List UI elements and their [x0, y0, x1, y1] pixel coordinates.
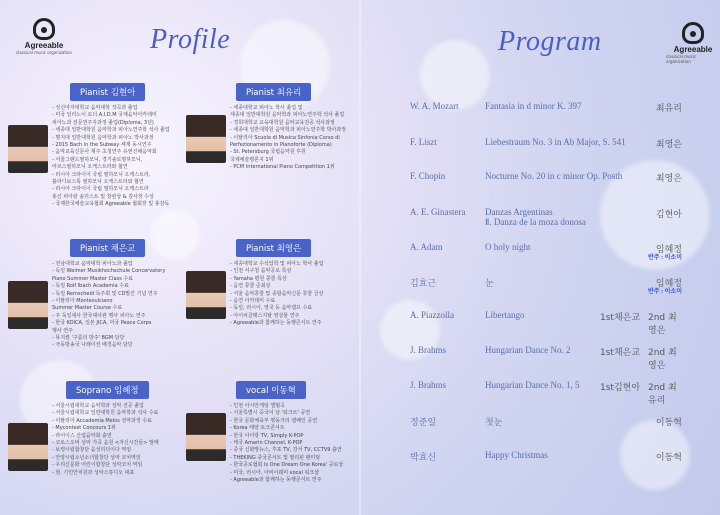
program-work: 눈 [485, 278, 494, 288]
program-work-title: Danzas Argentinas [485, 207, 553, 217]
program-performer: 최유리 [655, 104, 682, 114]
program-work: Happy Christmas [485, 450, 548, 460]
logo-left [16, 18, 72, 55]
profile-lim-hyejung [8, 378, 183, 477]
program-composer: 박효신 [410, 453, 437, 463]
profile-bio: - 세종대학교 피아노 학사 졸업 및 세종대 일반대학원 음악학과 피아노연주학 석사 졸업 - 경희대학교 교육대학원 음악교육전공 석사과정 - 세종대 일반대학원 음악학과 피아노연주학 박사과정 - 이탈리아 Scuola di Musica Sinfonia Corso di Perfezionamento in Pianoforte (Diploma) - St. Petersburg 국립음악원 후원 국제예술평론지 1위 - PCM International Piano Competition 1위 [230, 105, 347, 171]
agreeable-logo-icon [33, 18, 55, 40]
program-item [410, 242, 682, 262]
program-accompanist: 반주 : 이소미 [648, 255, 682, 261]
profile-bio: - 인천 아시안게임 앨범곡 - 서울특별시 중국어 날 '워크트' 공연 - 한국 문화체육부 명동거리 캠페인 공연 - Korea 태양 토크콘서트 - 한국 아이랑 TV, Simply K-POP - 태국 Amarin Channel, K-POP - 중국 신화망뉴스, 후포 TV, 강서 TV, CCTV9 출연 - THEKING 중국콘서트 및 필리핀 팬미팅 - 한국공로협회 Is One Dream One Korea' 공로상 - 미국, 러시아, 아비이웨미 vocal 워크샵 - Agreeable과 함께하는 동행콘서트 연주 [230, 403, 344, 484]
profile-name: Pianist 김현아 [70, 83, 145, 101]
program-performer: 최영은 [655, 140, 682, 150]
program-item [410, 345, 682, 371]
logo-right [666, 22, 720, 64]
profile-name: Pianist 최영은 [236, 239, 311, 257]
program-performer: 이동혁 [655, 453, 682, 463]
program-work: Nocturne No. 20 in c minor Op. Posth [485, 171, 623, 181]
program-second-piano: 2nd 최영은 [648, 348, 677, 371]
program-work: Hungarian Dance No. 2 [485, 345, 571, 355]
program-performer: 임혜정 [655, 245, 682, 255]
performer-photo [186, 413, 226, 461]
performer-photo [8, 423, 48, 471]
program-performer: 김현아 [655, 210, 682, 220]
program-item [410, 207, 682, 233]
program-item [410, 450, 682, 466]
program-first-piano: 1st채은교 [600, 348, 641, 358]
program-performer: 이동혁 [655, 418, 682, 428]
program-performer: 최영은 [655, 174, 682, 184]
program-accompanist: 반주 : 이소미 [648, 289, 682, 295]
program-composer: J. Brahms [410, 345, 446, 355]
program-second-piano: 2nd 최유리 [648, 383, 677, 406]
program-second-piano: 2nd 최영은 [648, 313, 677, 336]
profile-name: Pianist 최유리 [236, 83, 311, 101]
program-work-movement: Ⅱ. Danza de la moza donosa [485, 217, 586, 227]
program-composer: A. Piazzolla [410, 310, 454, 320]
program-composer: J. Brahms [410, 380, 446, 390]
program-composer: 정준일 [410, 418, 437, 428]
program-item [410, 171, 682, 187]
program-work: Liebestraum No. 3 in Ab Major, S. 541 [485, 137, 626, 147]
logo-word: Agreeable [673, 45, 713, 54]
profile-kim-hyuna [8, 80, 183, 209]
profile-choi-youngeun [186, 236, 361, 328]
agreeable-logo-icon [682, 22, 704, 44]
program-work: Libertango [485, 310, 525, 320]
program-title: Program [498, 26, 602, 57]
profile-chae-eungyo [8, 236, 183, 350]
program-work: Hungarian Dance No. 1, 5 [485, 380, 580, 390]
program-composer: W. A. Mozart [410, 101, 459, 111]
program-work: O holy night [485, 242, 531, 252]
profile-bio: - 세종대학교 수석입학 및 피아노 학사 졸업 - 인천 서구청 음악공로 특상 - Yamaha 평원 콩쿨 특상 - 음연 콩쿨 준최상 - 서울 음악콩쿨 및 종합음악신문 콩쿨 금상 - 음연 아카데미 수료 - 독일, 러시아, 영국 등 음악캠프 수료 - 아이씨클래스지탈 영상물 연주 - Agreeable과 함께하는 동행콘서트 연주 [230, 261, 324, 327]
program-item [410, 415, 682, 431]
program-work: 첫눈 [485, 417, 503, 427]
logo-tag: classical music organization [666, 54, 696, 64]
performer-photo [8, 281, 48, 329]
profile-bio: - 전남대학교 음악대학 피아노과 졸업 - 독일 Weimer Musikhochschule Concervatory Piano Summer Master Class 수료 - 독일 Rolf Ibach Academia 수료 - 독일 Remscheid 독주회 및 CD발간 기념 연주 - 이탈리아 Montesulciano Summer Master Course 수료 - 주 독일대사 한국대사관 행사 피아노 연주 - 한국 KOICA, 일본 JICA, 미국 Peace Corps 행사 연주 - 뮤지컬 '구름의 방주' BGM 담당 - 극동방송국 나래이션 배경음악 담당 [52, 261, 166, 349]
program-item [410, 310, 682, 336]
program-composer: F. Liszt [410, 137, 437, 147]
bokeh-light [420, 40, 490, 110]
program-item [410, 137, 682, 153]
profile-name: Soprano 임혜정 [66, 381, 149, 399]
performer-photo [8, 125, 48, 173]
program-composer: F. Chopin [410, 171, 446, 181]
logo-tag: classical music organization [16, 50, 73, 55]
profile-choi-yuri [186, 80, 361, 172]
profile-name: Pianist 채은교 [70, 239, 145, 257]
profile-bio: - 서울시립대학교 음악학과 성악 전공 졸업 - 서울시립대학교 일반대학원 음악학과 석사 수료 - 이탈리아 Accademia Melos 성악과정 수료 - Mycontest Concours 1위 - 라이이스 산업음악회 출연 - 코로스오버 성악 가곡 음원 <자신시간들> 발매 - 보령시립합창단 음성리더이다 역임 - 안양시립소년소녀합창단 성악 코치역임 - 우리신문화 어린이합창단 성악코치 역임 - 현. 기린안치원과 성악스튜디오 대표 [52, 403, 159, 476]
program-first-piano: 1st김현아 [600, 383, 641, 393]
logo-word: Agreeable [24, 41, 64, 50]
performer-photo [186, 271, 226, 319]
profile-lee-donghyuk [186, 378, 361, 484]
profile-bio: - 성신여자대학교 음악대학 작곡과 졸업 - 미국 일리노이 로더 A.I.D.M 국제음악아카데미 피아노과 전문연주자과정 졸업(Diploma, 3년) - 세종대 일반대학원 음악학과 피아노연주학 석사 졸업 - 명지대 일반대학원 음악학과 피아노 박사과정 - 2015 Bach in the Subway 세계 동시연주 - 음악교육신문사 제주 초청연주 유엔진해음악회 - 서울그랜드필하모닉, 경기솔로필하모닉, 마르스필하모닉 오케스트라와 협연 - 러시아 크라이이 국립 필하모닉 오케스트라, 블라디보스톡 필하모닉 오케스트라와 협연 - 러시아 크라이이 국립 필하모닉 오케스트라 총신 피아판 솔리스트 및 창관상 & 감사장 수상 - 국제한국예술교육협회 Agreeable 협회장 및 총감독 [52, 105, 170, 208]
profile-title: Profile [150, 24, 231, 55]
program-item [410, 276, 682, 296]
program-item [410, 101, 682, 117]
program-item [410, 380, 682, 406]
program-composer: A. E. Ginastera [410, 207, 466, 217]
program-composer: 김효근 [410, 279, 437, 289]
program-work [485, 207, 586, 228]
program-performer: 임혜정 [655, 279, 682, 289]
program-work: Fantasia in d minor K. 397 [485, 101, 582, 111]
program-first-piano: 1st채은교 [600, 313, 641, 323]
profile-name: vocal 이동혁 [236, 381, 306, 399]
performer-photo [186, 115, 226, 163]
program-composer: A. Adam [410, 242, 443, 252]
